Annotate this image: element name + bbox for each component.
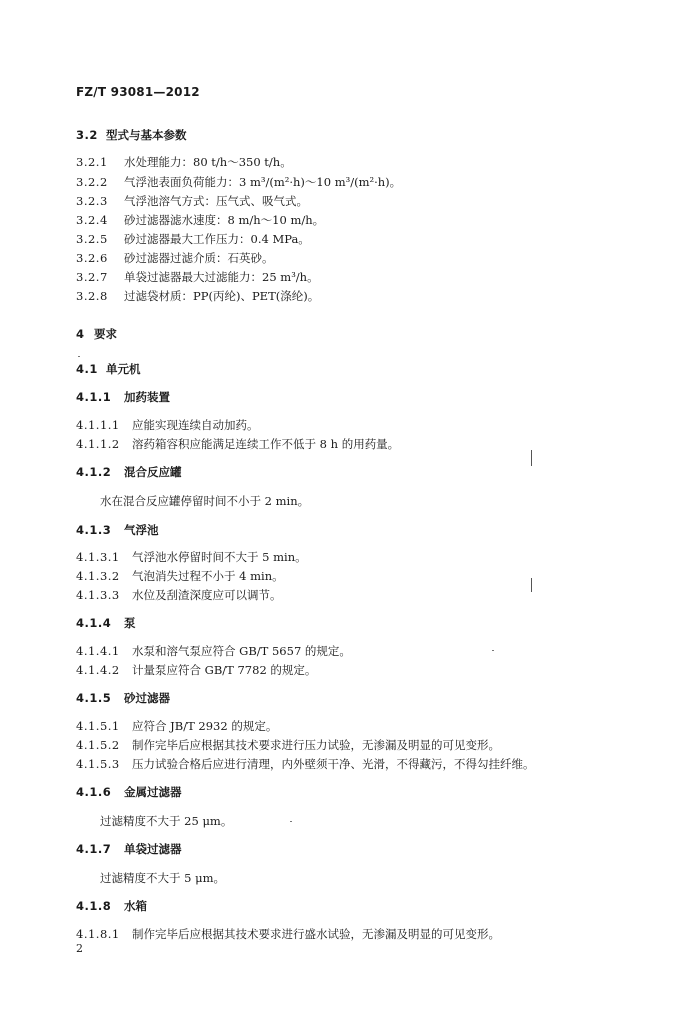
scan-dot <box>78 356 80 357</box>
param-item <box>76 232 310 247</box>
clause-number: 3.2.2 <box>76 175 108 189</box>
clause-text: 制作完毕后应根据其技术要求进行盛水试验，无渗漏及明显的可见变形。 <box>132 927 500 941</box>
scan-mark <box>531 578 532 592</box>
clause-number: 3.2.1 <box>76 155 108 169</box>
clause-number: 4.1.4.1 <box>76 644 120 658</box>
section-4-1-8-heading <box>76 899 147 914</box>
clause-text: 气浮池表面负荷能力：3 m³/(m²·h)～10 m³/(m²·h)。 <box>124 175 402 189</box>
section-number: 4.1.6 <box>76 785 112 799</box>
clause-number: 4.1.3.2 <box>76 569 120 583</box>
clause-text: 气泡消失过程不小于 4 min。 <box>132 569 284 583</box>
clause-4-1-3-1 <box>76 550 307 565</box>
clause-number: 4.1.5.3 <box>76 757 120 771</box>
standard-number-header: FZ/T 93081—2012 <box>76 85 200 99</box>
clause-number: 3.2.3 <box>76 194 108 208</box>
clause-4-1-8-1 <box>76 927 500 942</box>
section-4-1-5-heading <box>76 691 170 706</box>
section-number: 3.2 <box>76 128 98 142</box>
section-number: 4.1.4 <box>76 616 112 630</box>
param-item <box>76 251 274 266</box>
clause-4-1-3-3 <box>76 588 282 603</box>
clause-text: 应能实现连续自动加药。 <box>132 418 259 432</box>
param-item <box>76 155 292 170</box>
clause-text: 单袋过滤器最大过滤能力：25 m³/h。 <box>124 270 319 284</box>
clause-4-1-3-2 <box>76 569 284 584</box>
clause-4-1-5-1 <box>76 719 277 734</box>
clause-4-1-5-3 <box>76 757 535 772</box>
scan-dot <box>290 821 292 822</box>
clause-text: 气浮池溶气方式：压气式、吸气式。 <box>124 194 308 208</box>
section-number: 4 <box>76 327 85 341</box>
section-4-heading <box>76 327 117 342</box>
section-number: 4.1.5 <box>76 691 112 705</box>
paragraph: 过滤精度不大于 25 μm。 <box>100 814 233 828</box>
clause-text: 气浮池水停留时间不大于 5 min。 <box>132 550 307 564</box>
section-number: 4.1 <box>76 362 98 376</box>
clause-text: 水处理能力：80 t/h～350 t/h。 <box>124 155 292 169</box>
clause-number: 3.2.8 <box>76 289 108 303</box>
clause-number: 4.1.1.1 <box>76 418 120 432</box>
clause-number: 3.2.4 <box>76 213 108 227</box>
clause-text: 计量泵应符合 GB/T 7782 的规定。 <box>132 663 317 677</box>
section-number: 4.1.8 <box>76 899 112 913</box>
clause-text: 砂过滤器过滤介质：石英砂。 <box>124 251 274 265</box>
clause-4-1-1-1 <box>76 418 259 433</box>
section-title: 要求 <box>94 327 117 341</box>
param-item <box>76 289 319 304</box>
clause-text: 制作完毕后应根据其技术要求进行压力试验，无渗漏及明显的可见变形。 <box>132 738 500 752</box>
clause-number: 3.2.7 <box>76 270 108 284</box>
clause-text: 水位及刮渣深度应可以调节。 <box>132 588 282 602</box>
clause-4-1-1-2 <box>76 437 399 452</box>
section-number: 4.1.3 <box>76 523 112 537</box>
clause-text: 砂过滤器滤水速度：8 m/h～10 m/h。 <box>124 213 325 227</box>
scan-dot <box>492 650 494 651</box>
paragraph: 过滤精度不大于 5 μm。 <box>100 871 226 885</box>
section-4-1-1-heading <box>76 390 170 405</box>
section-title: 金属过滤器 <box>124 785 182 799</box>
section-title: 砂过滤器 <box>124 691 170 705</box>
clause-text: 砂过滤器最大工作压力：0.4 MPa。 <box>124 232 310 246</box>
param-item <box>76 194 308 209</box>
scan-mark <box>531 450 532 466</box>
clause-4-1-4-2 <box>76 663 316 678</box>
param-item <box>76 213 324 228</box>
clause-4-1-4-1 <box>76 644 351 659</box>
clause-number: 4.1.8.1 <box>76 927 120 941</box>
section-title: 单元机 <box>106 362 141 376</box>
section-4-1-4-heading <box>76 616 136 631</box>
clause-4-1-5-2 <box>76 738 500 753</box>
clause-text: 应符合 JB/T 2932 的规定。 <box>132 719 278 733</box>
section-title: 加药装置 <box>124 390 170 404</box>
clause-text: 水泵和溶气泵应符合 GB/T 5657 的规定。 <box>132 644 351 658</box>
clause-number: 3.2.5 <box>76 232 108 246</box>
section-3-2-heading <box>76 128 187 143</box>
section-4-1-2-heading <box>76 465 182 480</box>
clause-number: 4.1.3.1 <box>76 550 120 564</box>
clause-text: 过滤袋材质：PP(丙纶)、PET(涤纶)。 <box>124 289 320 303</box>
section-number: 4.1.2 <box>76 465 112 479</box>
clause-text: 溶药箱容积应能满足连续工作不低于 8 h 的用药量。 <box>132 437 400 451</box>
section-title: 混合反应罐 <box>124 465 182 479</box>
section-4-1-7-heading <box>76 842 182 857</box>
page-number: 2 <box>76 942 83 955</box>
clause-number: 4.1.3.3 <box>76 588 120 602</box>
param-item <box>76 175 401 190</box>
paragraph: 水在混合反应罐停留时间不小于 2 min。 <box>100 494 310 508</box>
section-title: 型式与基本参数 <box>106 128 187 142</box>
clause-number: 4.1.5.2 <box>76 738 120 752</box>
clause-text: 压力试验合格后应进行清理，内外壁须干净、光滑，不得藏污，不得勾挂纤维。 <box>132 757 535 771</box>
section-4-1-3-heading <box>76 523 159 538</box>
section-title: 水箱 <box>124 899 147 913</box>
section-number: 4.1.7 <box>76 842 112 856</box>
clause-number: 3.2.6 <box>76 251 108 265</box>
section-title: 泵 <box>124 616 136 630</box>
section-4-1-6-heading <box>76 785 182 800</box>
clause-number: 4.1.1.2 <box>76 437 120 451</box>
param-item <box>76 270 319 285</box>
section-title: 单袋过滤器 <box>124 842 182 856</box>
section-number: 4.1.1 <box>76 390 112 404</box>
section-4-1-heading <box>76 362 141 377</box>
clause-number: 4.1.4.2 <box>76 663 120 677</box>
clause-number: 4.1.5.1 <box>76 719 120 733</box>
section-title: 气浮池 <box>124 523 159 537</box>
